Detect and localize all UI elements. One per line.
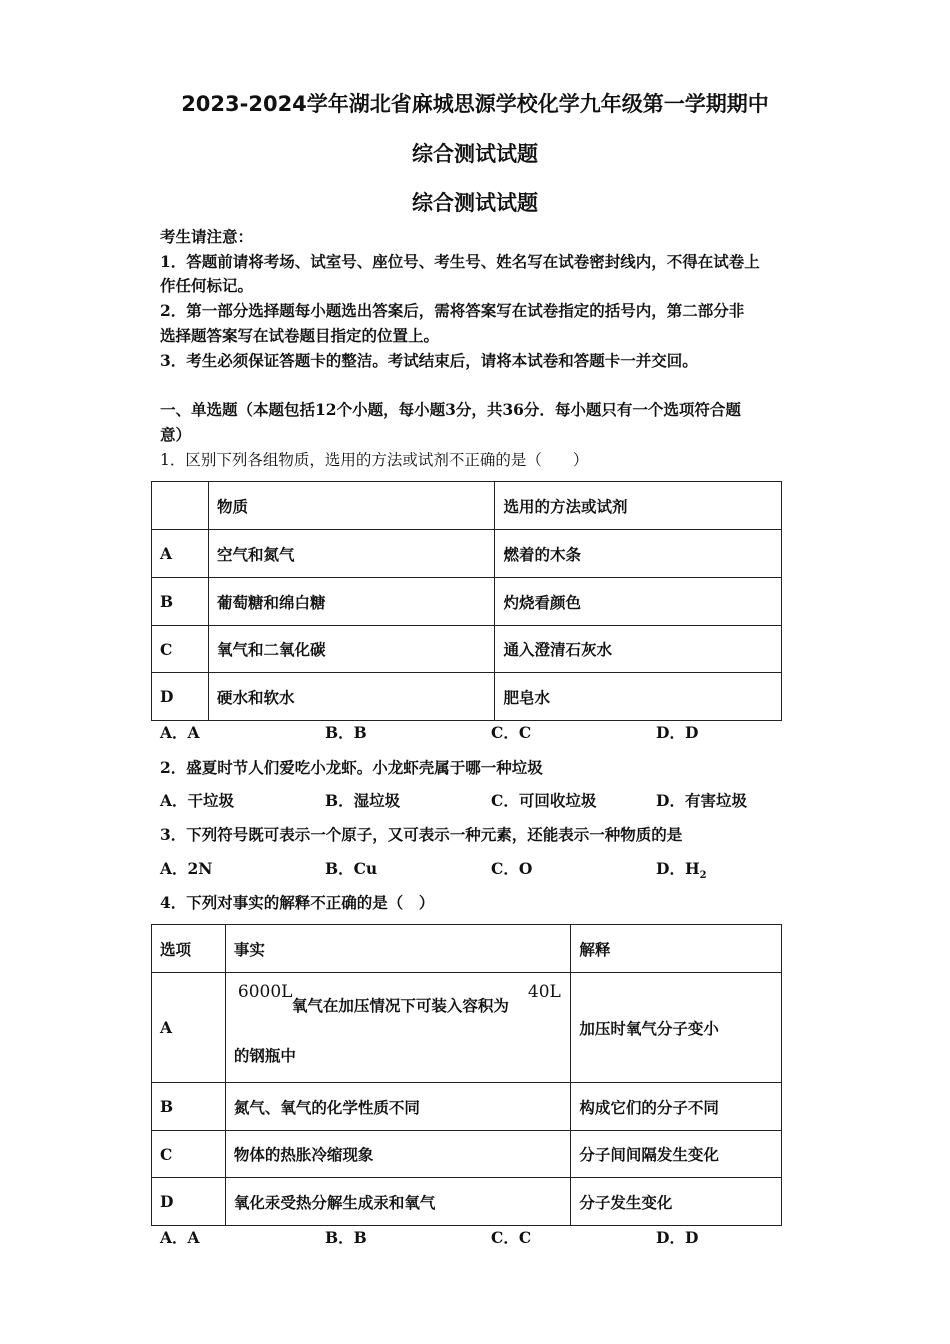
- table-row: [152, 1131, 782, 1178]
- section-heading-b: 意）: [160, 425, 192, 444]
- table-cell-fact-a: [225, 973, 570, 1083]
- q4-option-b[interactable]: B．B: [325, 1228, 367, 1247]
- q3-option-c[interactable]: C．O: [491, 859, 533, 878]
- q2-stem: 2．盛夏时节人们爱吃小龙虾。小龙虾壳属于哪一种垃圾: [160, 758, 543, 777]
- table-cell: 氮气、氧气的化学性质不同: [225, 1083, 570, 1131]
- q1-option-d[interactable]: D．D: [656, 723, 699, 742]
- notice-item-2b: 选择题答案写在试卷题目指定的位置上。: [160, 326, 440, 345]
- q1-option-c[interactable]: C．C: [491, 723, 532, 742]
- fact-volume-40l: 40L: [527, 981, 561, 1002]
- table-row: [152, 1178, 782, 1226]
- table-cell: 选项: [152, 925, 226, 973]
- table-row: [152, 578, 782, 626]
- table-cell: D: [152, 673, 209, 721]
- table-cell: 物质: [208, 482, 495, 530]
- q2-options: [160, 789, 800, 813]
- table-cell: 肥皂水: [495, 673, 782, 721]
- q3-option-a[interactable]: A．2N: [160, 859, 213, 878]
- section-heading-a: 一、单选题（本题包括12个小题，每小题3分，共36分．每小题只有一个选项符合题: [160, 400, 741, 419]
- q3-options: [160, 857, 800, 881]
- table-row: [152, 673, 782, 721]
- q1-table: [151, 481, 782, 721]
- table-row: [152, 1083, 782, 1131]
- q1-options: [160, 721, 800, 745]
- table-cell: [152, 482, 209, 530]
- q4-option-a[interactable]: A．A: [160, 1228, 200, 1247]
- table-row: [152, 482, 782, 530]
- q2-option-d[interactable]: D．有害垃圾: [656, 791, 747, 810]
- table-cell: D: [152, 1178, 226, 1226]
- exam-title-line1: 2023-2024学年湖北省麻城思源学校化学九年级第一学期期中: [181, 92, 769, 116]
- q2-option-a[interactable]: A．干垃圾: [160, 791, 235, 810]
- table-cell: 葡萄糖和绵白糖: [208, 578, 495, 626]
- notice-heading: 考生请注意：: [160, 227, 254, 246]
- table-cell: 灼烧看颜色: [495, 578, 782, 626]
- notice-item-1a: 1．答题前请将考场、试室号、座位号、考生号、姓名写在试卷密封线内，不得在试卷上: [160, 252, 760, 271]
- table-row: [152, 626, 782, 673]
- fact-volume-6000l: 6000L: [237, 981, 293, 1002]
- table-cell: 氧气和二氧化碳: [208, 626, 495, 673]
- table-cell: 通入澄清石灰水: [495, 626, 782, 673]
- table-cell: 分子发生变化: [571, 1178, 782, 1226]
- q1-stem: 1．区别下列各组物质，选用的方法或试剂不正确的是（ ）: [160, 451, 589, 469]
- table-cell: 物体的热胀冷缩现象: [225, 1131, 570, 1178]
- table-cell: C: [152, 626, 209, 673]
- table-cell: 选用的方法或试剂: [495, 482, 782, 530]
- q4-stem: 4．下列对事实的解释不正确的是（ ）: [160, 893, 435, 912]
- q4-table: [151, 924, 782, 1226]
- q2-option-c[interactable]: C．可回收垃圾: [491, 791, 597, 810]
- q4-options: [160, 1226, 800, 1250]
- table-cell: 空气和氮气: [208, 530, 495, 578]
- q2-option-b[interactable]: B．湿垃圾: [325, 791, 401, 810]
- q3-stem: 3．下列符号既可表示一个原子，又可表示一种元素，还能表示一种物质的是: [160, 825, 683, 844]
- table-cell: 硬水和软水: [208, 673, 495, 721]
- q3-option-d[interactable]: [656, 857, 707, 888]
- notice-item-3: 3．考生必须保证答题卡的整洁。考试结束后，请将本试卷和答题卡一并交回。: [160, 351, 698, 370]
- exam-title-line2: 综合测试试题: [412, 142, 538, 166]
- q4-option-d[interactable]: D．D: [656, 1228, 699, 1247]
- table-cell: A: [152, 973, 226, 1083]
- table-cell: 加压时氧气分子变小: [571, 973, 782, 1083]
- table-cell: B: [152, 1083, 226, 1131]
- table-cell: 氧化汞受热分解生成汞和氧气: [225, 1178, 570, 1226]
- table-cell: 分子间间隔发生变化: [571, 1131, 782, 1178]
- notice-item-2a: 2．第一部分选择题每小题选出答案后，需将答案写在试卷指定的括号内，第二部分非: [160, 301, 745, 320]
- table-cell: B: [152, 578, 209, 626]
- table-cell: 燃着的木条: [495, 530, 782, 578]
- q4-option-c[interactable]: C．C: [491, 1228, 532, 1247]
- exam-title-line3: 综合测试试题: [412, 191, 538, 215]
- table-row: [152, 530, 782, 578]
- q3-option-d-text: D．H: [656, 859, 700, 878]
- table-cell: A: [152, 530, 209, 578]
- notice-item-1b: 作任何标记。: [160, 276, 254, 295]
- table-row: [152, 973, 782, 1083]
- fact-text-end: 的钢瓶中: [233, 1045, 296, 1065]
- table-cell: C: [152, 1131, 226, 1178]
- table-cell: 构成它们的分子不同: [571, 1083, 782, 1131]
- q1-option-b[interactable]: B．B: [325, 723, 367, 742]
- table-cell: 解释: [571, 925, 782, 973]
- table-cell: 事实: [225, 925, 570, 973]
- fact-text-middle: 氧气在加压情况下可装入容积为: [291, 995, 509, 1015]
- q1-option-a[interactable]: A．A: [160, 723, 200, 742]
- table-row: [152, 925, 782, 973]
- q3-option-b[interactable]: B．Cu: [325, 859, 378, 878]
- q3-option-d-subscript: 2: [699, 870, 707, 882]
